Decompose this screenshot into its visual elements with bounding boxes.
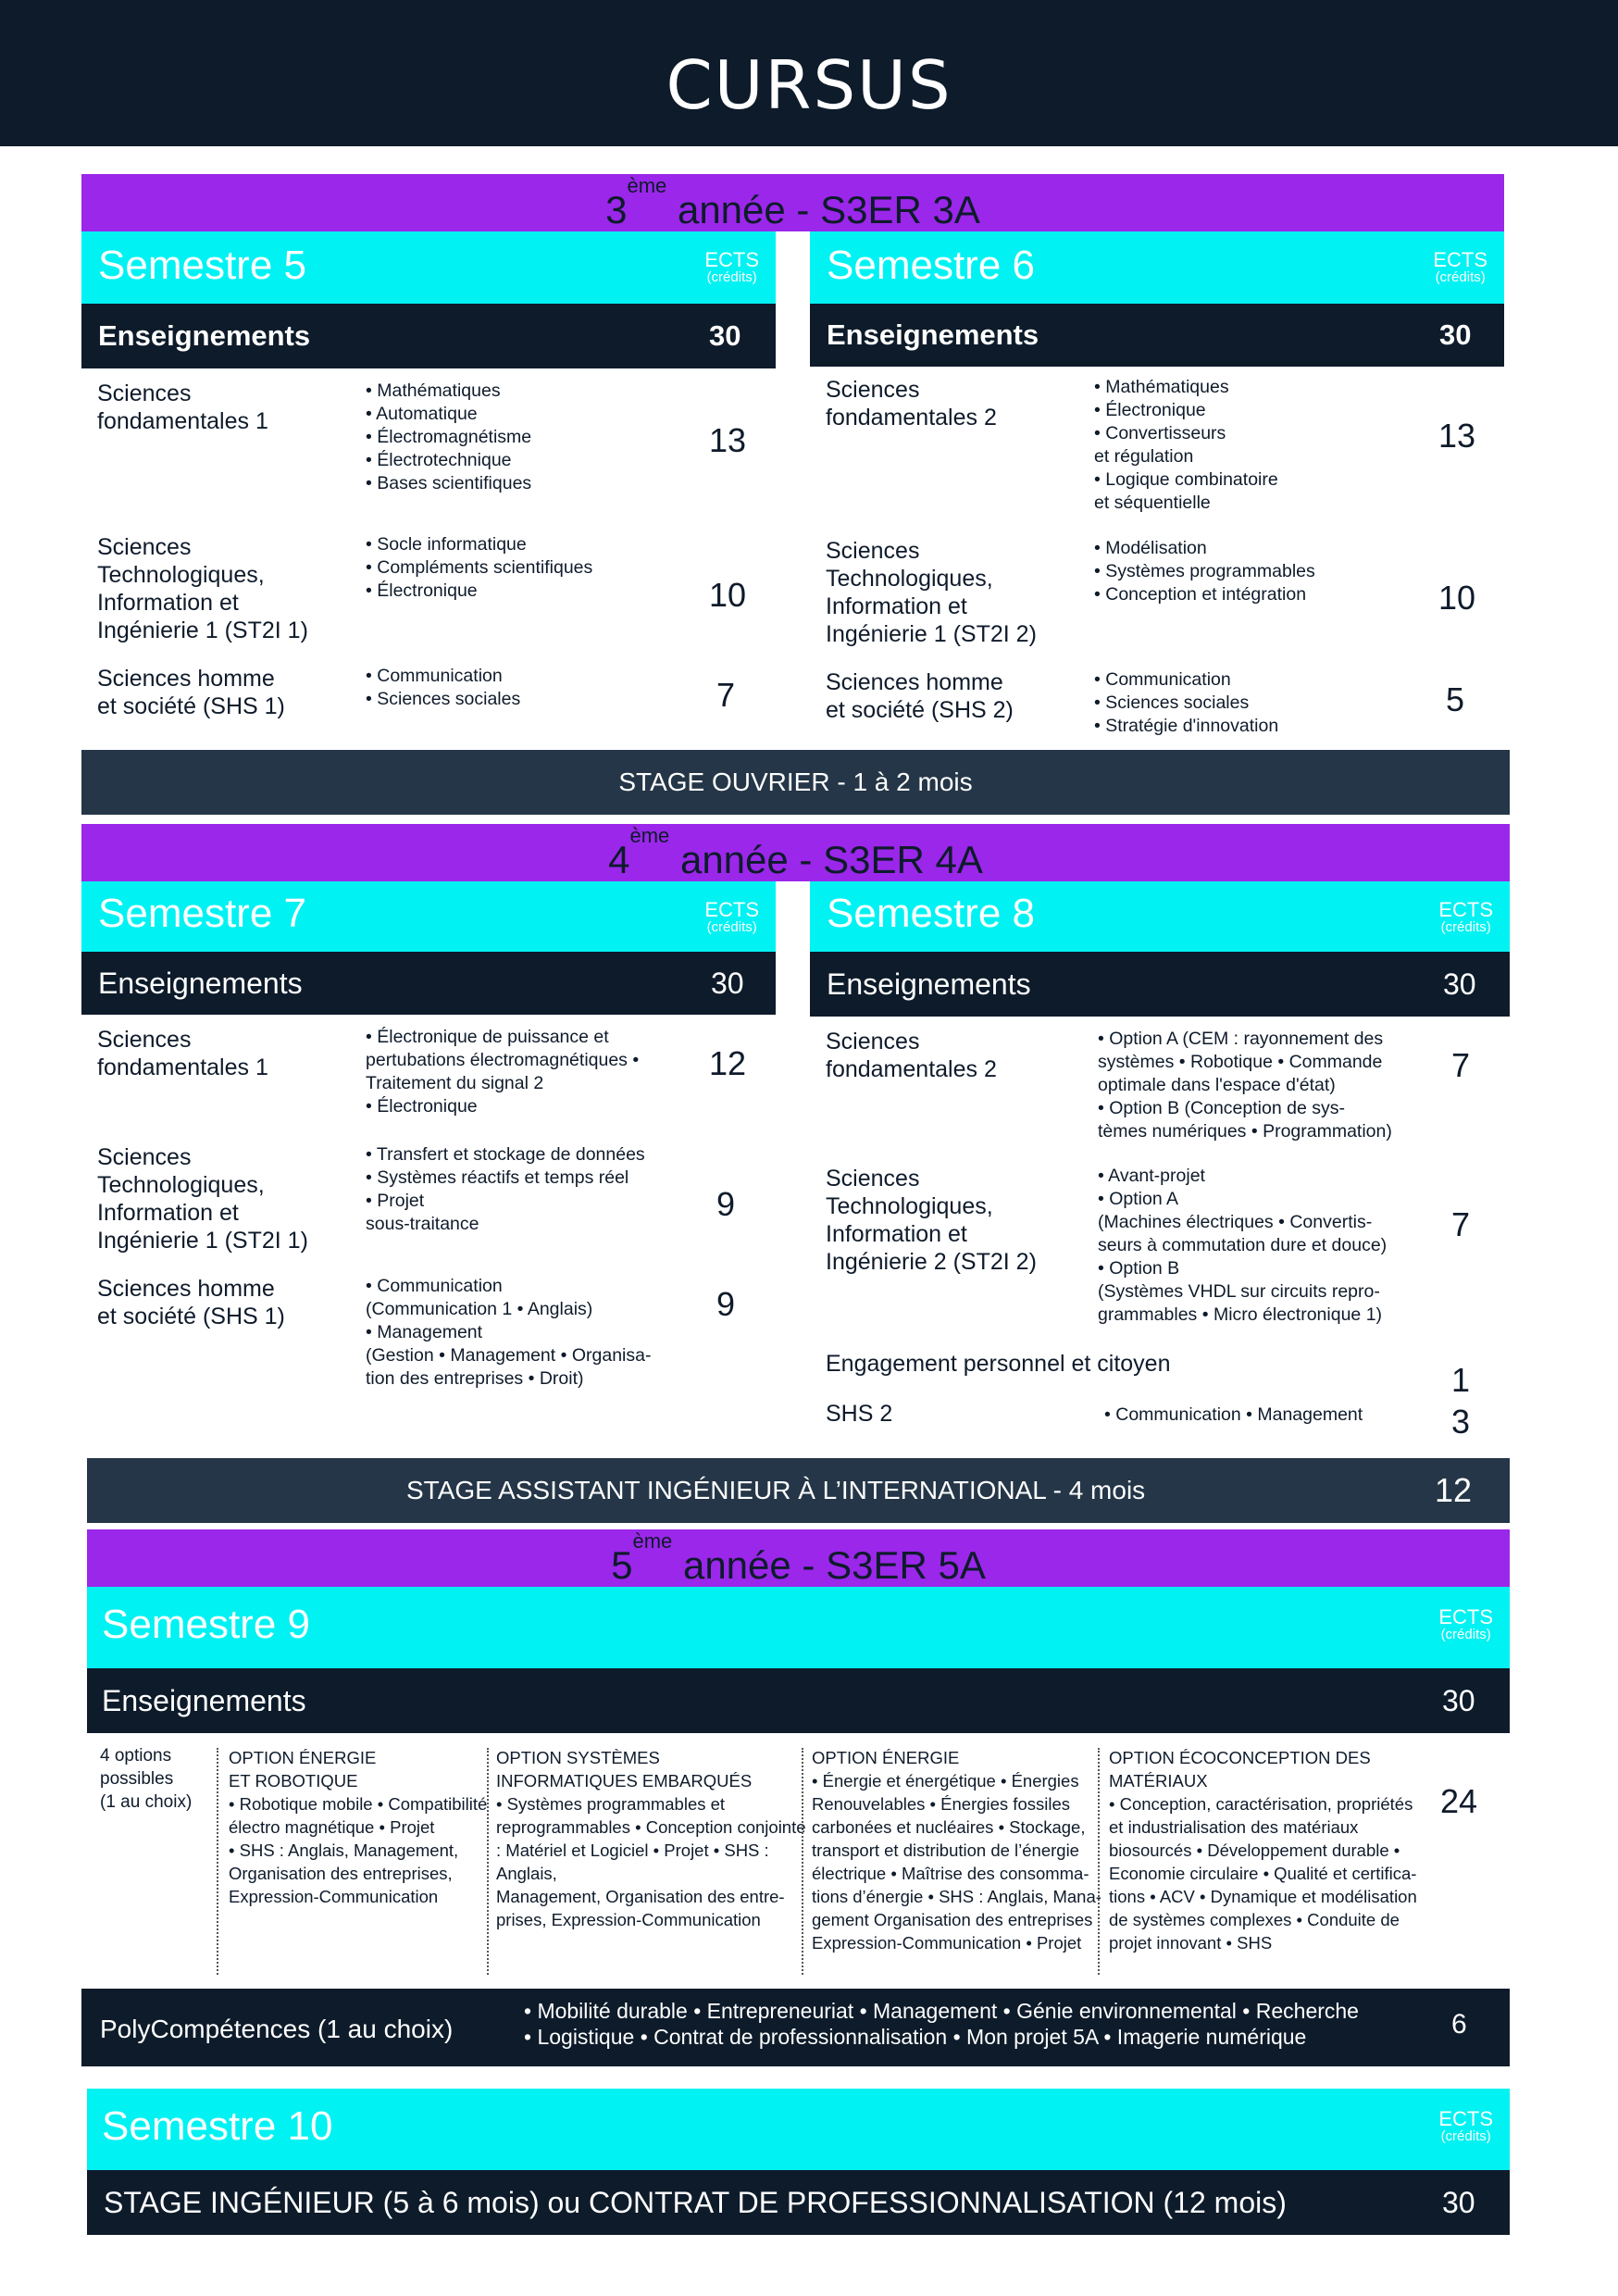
polycompetences-bar	[81, 1989, 1510, 2066]
enseignements-label: Enseignements	[827, 318, 1039, 351]
s8-row4-ects: 3	[1451, 1403, 1471, 1441]
enseignements-label: Enseignements	[827, 967, 1031, 1001]
semester6-ects-label: ECTS (crédits)	[1433, 248, 1487, 285]
s7-row3-category: Sciences homme et société (SHS 1)	[97, 1276, 285, 1329]
semester9-total: 30	[1442, 1684, 1475, 1717]
s6-row2-items: • Modélisation • Systèmes programmables • Conception et intégration	[1094, 538, 1315, 605]
s8-row3-ects: 1	[1451, 1361, 1471, 1399]
stage-assistant-ects: 12	[1435, 1471, 1473, 1509]
year4-banner	[81, 824, 1510, 881]
s8-row3-category: Engagement personnel et citoyen	[826, 1351, 1171, 1377]
year3-ordinal: 3	[605, 188, 628, 231]
s7-row3-items: • Communication (Communication 1 • Anglais) • Management (Gestion • Management • Organisa- tion des entreprises • Droit)	[366, 1276, 652, 1389]
semester6-title: Semestre 6	[827, 243, 1035, 288]
stage-ingenieur-label: STAGE INGÉNIEUR (5 à 6 mois) ou CONTRAT DE PROFESSIONNALISATION (12 mois)	[104, 2186, 1287, 2219]
enseignements-label: Enseignements	[98, 319, 311, 352]
s6-row1-category: Sciences fondamentales 2	[826, 377, 997, 430]
stage-assistant-bar	[87, 1458, 1510, 1523]
enseignements-label: Enseignements	[102, 1684, 306, 1717]
semester9-header	[87, 1587, 1510, 1668]
option-ecoconception: OPTION ÉCOCONCEPTION DES MATÉRIAUX • Conception, caractérisation, propriétés et industrialisation des matériaux biosourcés • Développement durable • Economie circulaire • Qualité et certifica- tions • ACV • Dynamique et modélisation de systèmes complexes • Conduite de projet innovant • SHS	[1109, 1748, 1417, 1953]
header-band	[0, 0, 1618, 146]
s5-row1-category: Sciences fondamentales 1	[97, 381, 268, 434]
stage-assistant-label: STAGE ASSISTANT INGÉNIEUR À L’INTERNATIONAL - 4 mois	[406, 1476, 1146, 1504]
s6-row3-ects: 5	[1446, 680, 1465, 718]
semester9-enseignements-bar	[87, 1668, 1510, 1733]
s5-row2-ects: 10	[709, 576, 747, 614]
s5-row3-category: Sciences homme et société (SHS 1)	[97, 666, 285, 719]
semester5-title: Semestre 5	[98, 243, 306, 288]
option-column-4	[1098, 1748, 1100, 1975]
s5-row2-items: • Socle informatique • Compléments scientifiques • Électronique	[366, 534, 593, 601]
s8-row2-category: Sciences Technologiques, Information et Ingénierie 2 (ST2I 2)	[826, 1166, 1037, 1275]
semester8-header	[810, 881, 1510, 952]
year3-label: année - S3ER 3A	[666, 188, 980, 231]
semester5-ects-label: ECTS (crédits)	[704, 248, 759, 285]
polycompetences-ects: 6	[1451, 2009, 1467, 2040]
semester5-enseignements-bar	[81, 304, 776, 368]
polycompetences-items: • Mobilité durable • Entrepreneuriat • Management • Génie environnemental • Recherche • Logistique • Contrat de professionnalisation • Mon projet 5A • Imagerie numérique	[524, 1999, 1359, 2049]
s8-row1-category: Sciences fondamentales 2	[826, 1029, 997, 1082]
options-ects: 24	[1440, 1782, 1478, 1820]
s6-row2-ects: 10	[1438, 579, 1476, 617]
year5-label: année - S3ER 5A	[672, 1543, 986, 1587]
semester7-total: 30	[711, 967, 744, 1000]
semester9-ects-label: ECTS (crédits)	[1438, 1605, 1493, 1642]
semester10-title: Semestre 10	[102, 2103, 333, 2149]
semester6-enseignements-bar	[810, 304, 1504, 367]
polycompetences-label: PolyCompétences (1 au choix)	[100, 2015, 454, 2043]
s5-row2-category: Sciences Technologiques, Information et Ingénierie 1 (ST2I 1)	[97, 534, 308, 643]
enseignements-label: Enseignements	[98, 967, 303, 1000]
semester8-enseignements-bar	[810, 952, 1510, 1017]
s7-row2-ects: 9	[716, 1185, 736, 1223]
s8-row2-items: • Avant-projet • Option A (Machines électriques • Convertis- seurs à commutation dure et douce) • Option B (Systèmes VHDL sur circuits repro- grammables • Micro électronique 1)	[1098, 1166, 1388, 1325]
year3-sup: ème	[627, 174, 667, 197]
s6-row3-category: Sciences homme et société (SHS 2)	[826, 669, 1014, 723]
s7-row1-items: • Électronique de puissance et pertubations électromagnétiques • Traitement du signal 2 • Électronique	[366, 1027, 640, 1117]
s7-row2-category: Sciences Technologiques, Information et Ingénierie 1 (ST2I 1)	[97, 1144, 308, 1254]
semester7-header	[81, 881, 776, 952]
s8-row1-ects: 7	[1451, 1046, 1471, 1084]
page-title: CURSUS	[666, 46, 952, 124]
s6-row3-items: • Communication • Sciences sociales • Stratégie d'innovation	[1094, 669, 1279, 736]
semester9-title: Semestre 9	[102, 1602, 310, 1647]
s7-row1-ects: 12	[709, 1044, 747, 1082]
stage-ingenieur-bar	[87, 2170, 1510, 2235]
year3-banner	[81, 174, 1504, 231]
semester7-enseignements-bar	[81, 952, 776, 1015]
s5-row1-ects: 13	[709, 421, 747, 459]
semester10-ects: 30	[1442, 2186, 1475, 2219]
semester8-title: Semestre 8	[827, 891, 1035, 936]
s7-row1-category: Sciences fondamentales 1	[97, 1027, 268, 1080]
option-column-3	[802, 1748, 803, 1975]
year4-label: année - S3ER 4A	[669, 838, 983, 881]
s5-row3-items: • Communication • Sciences sociales	[366, 666, 521, 709]
option-energie: OPTION ÉNERGIE • Énergie et énergétique • Énergies Renouvelables • Énergies fossiles carbonées et nucléaires • Stockage, transport et distribution de l’énergie électrique • Maîtrise des consomma- tions d’énergie • SHS : Anglais, Mana- gement Organisation des entreprises Expression-Communication • Projet	[812, 1748, 1101, 1953]
s6-row1-items: • Mathématiques • Électronique • Convertisseurs et régulation • Logique combinatoire et séquentielle	[1094, 377, 1278, 513]
s6-row1-ects: 13	[1438, 417, 1476, 455]
year5-sup: ème	[632, 1529, 673, 1553]
semester8-ects-label: ECTS (crédits)	[1438, 898, 1493, 935]
year5-banner	[87, 1529, 1510, 1587]
semester10-header	[87, 2089, 1510, 2170]
semester8-total: 30	[1443, 967, 1476, 1001]
option-systemes-embarques: OPTION SYSTÈMES INFORMATIQUES EMBARQUÉS • Systèmes programmables et reprogrammables • Conception conjointe : Matériel et Logiciel • Projet • SHS : Anglais, Management, Organisation des entre- prises, Expression-Communication	[496, 1748, 806, 1929]
stage-ouvrier-bar: STAGE OUVRIER - 1 à 2 mois	[81, 750, 1510, 815]
s7-row3-ects: 9	[716, 1285, 736, 1323]
year5-ordinal: 5	[611, 1543, 633, 1587]
option-column-1	[217, 1748, 218, 1975]
s8-row1-items: • Option A (CEM : rayonnement des systèmes • Robotique • Commande optimale dans l'espace d'état) • Option B (Conception de sys- tèmes numériques • Programmation)	[1098, 1029, 1392, 1142]
semester5-header	[81, 231, 776, 304]
s8-row4-items: • Communication • Management	[1104, 1404, 1363, 1425]
s6-row2-category: Sciences Technologiques, Information et Ingénierie 1 (ST2I 2)	[826, 538, 1037, 647]
s5-row1-items: • Mathématiques • Automatique • Électromagnétisme • Électrotechnique • Bases scientifiques	[366, 381, 532, 493]
s7-row2-items: • Transfert et stockage de données • Systèmes réactifs et temps réel • Projet sous-traitance	[366, 1144, 645, 1234]
options-intro: 4 options possibles (1 au choix)	[100, 1746, 193, 1812]
s8-row2-ects: 7	[1451, 1205, 1471, 1243]
option-column-2	[487, 1748, 489, 1975]
year4-ordinal: 4	[608, 838, 630, 881]
semester6-total: 30	[1439, 318, 1472, 351]
s8-row4-category: SHS 2	[826, 1401, 893, 1427]
s5-row3-ects: 7	[716, 676, 736, 714]
year4-sup: ème	[629, 824, 670, 847]
option-energie-robotique: OPTION ÉNERGIE ET ROBOTIQUE • Robotique mobile • Compatibilité électro magnétique • Projet • SHS : Anglais, Management, Organisation des entreprises, Expression-Communication	[229, 1748, 488, 1906]
semester5-total: 30	[709, 319, 741, 352]
semester7-title: Semestre 7	[98, 891, 306, 936]
semester6-header	[810, 231, 1504, 304]
semester7-ects-label: ECTS (crédits)	[704, 898, 759, 935]
semester10-ects-label: ECTS (crédits)	[1438, 2107, 1493, 2144]
